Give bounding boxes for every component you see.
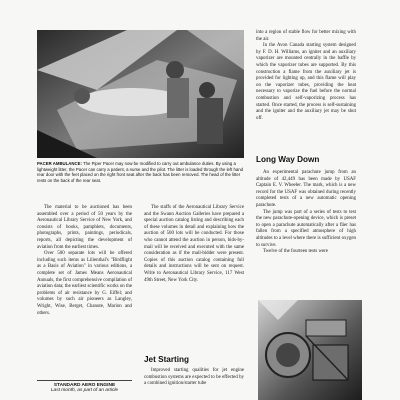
col3-paragraph-0: into a region of stable flow for better mixing with the air. (256, 30, 356, 42)
caption-lead: PACER AMBULANCE: (37, 161, 82, 166)
column-2 (144, 205, 244, 284)
col2-paragraph-1: The staffs of the Aeronautical Library Service and the Swann Auction Galleries have prepared a special auction catalog listing and describing each of these volumes in detail and explaining how the auction of 500 lots will be conducted. For those who cannot attend the auction in person, bids-by-mail will be received and executed with the same consideration as if the mail-bidder were present. Copies of this auction catalog containing full details and instructions will be sent on request. Write to Aeronautical Library Service, 117 West 49th Street, New York City. (144, 205, 244, 283)
column-2-lower (144, 368, 244, 388)
standard-aero-engine-box (37, 380, 132, 393)
jet-engine-photo (258, 300, 362, 400)
ambulance-airplane-photo-icon (37, 30, 244, 158)
jet-engine-photo-icon (258, 300, 362, 400)
column-3 (256, 30, 356, 122)
ambulance-photo (37, 30, 244, 158)
jet-starting-heading: Jet Starting (144, 355, 190, 364)
col3-paragraph-1: In the Avon Canada starting system designed by F. D. H. Williams, an igniter and an auxiliary vaporizer are mounted centrally in the baffle by which the vaporizer tubes are supported. By this construction a flame from the auxiliary jet is provided for lighting up, and this flame will play on the vaporizer tubes, providing the heat necessary to vaporize the fuel before the normal combustion and self-vaporizing process has started. Once started, the process is self-sustaining and the igniter and the auxiliary jet may be shut off. (256, 43, 356, 121)
column-3-lower (256, 170, 356, 256)
box-subtitle: Last month, as part of an article (50, 388, 119, 393)
col1-paragraph-2: Over 500 separate lots will be offered including such items as Lilienthal's "Birdflight as a Basis of Aviation" in various editions, a complete set of James Means Aeronautical Annuals, the first comprehensive compilation of aviation data; the earliest scientific works on the problems of air resistance by G. Eiffel; and volumes by such air pioneers as Langley, Wright, Wise, Berget, Chanute, Marion and others. (37, 251, 132, 316)
box-title: STANDARD AERO ENGINE (53, 383, 116, 388)
col3-paragraph-3: The jump was part of a series of tests to test the new parachute-opening device, which is preset to open a parachute automatically after a flier has fallen from a specified atmosphere of high altitudes to a level where there is sufficient oxygen to survive. (256, 209, 356, 248)
long-way-down-heading: Long Way Down (256, 155, 320, 164)
col2-paragraph-2: Improved starting qualities for jet engine combustion systems are expected to be effected by a combined ignition/starter tube (144, 368, 244, 387)
col3-paragraph-2: An experimental parachute jump from an altitude of 42,449 has been made by USAF Captain E. V. Wheeler. The mark, which is a new record for the USAF was obtained during recently completed tests of a new automatic opening parachute. (256, 170, 356, 208)
col3-paragraph-4: Twelve of the fourteen tests were (263, 249, 328, 255)
col1-paragraph-1: The material to be auctioned has been assembled over a period of 50 years by the Aeronautical Library Service of New York, and consists of books, pamphlets, documents, photographs, prints, paintings, periodicals, reports, all depicting the development of aviation from the earliest times. (37, 205, 132, 250)
caption-text: The Piper Pacer may now be modified to carry out ambulance duties. By using a lightweight litter, the Pacer can carry a patient, a nurse and the pilot. The litter is loaded through the left hand rear door with the feet placed on the right front seat after the back has been removed. The head of the litter rests on the back of the rear seat. (37, 161, 244, 183)
ambulance-photo-caption (37, 161, 247, 183)
column-1 (37, 205, 132, 317)
